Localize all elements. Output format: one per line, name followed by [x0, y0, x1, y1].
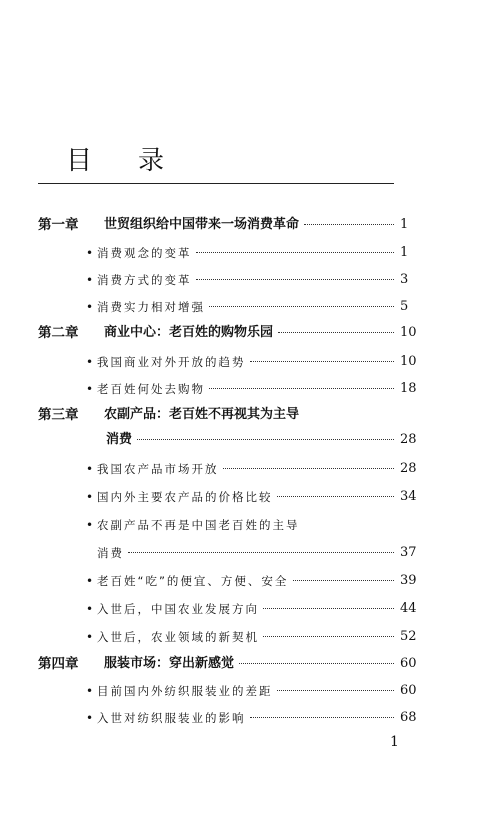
chapter-label: 第四章: [38, 656, 79, 672]
bullet-icon: •: [86, 300, 94, 314]
toc-entry[interactable]: [0, 405, 420, 425]
leader-dots: [209, 388, 394, 389]
bullet-icon: •: [86, 602, 94, 616]
toc-entry[interactable]: [0, 627, 420, 647]
entry-page-number: 3: [400, 272, 409, 287]
toc-entry[interactable]: [0, 215, 420, 235]
title-char-1: 目: [66, 146, 95, 176]
section-title: 消费实力相对增强: [97, 300, 205, 314]
section-title: 我国商业对外开放的趋势: [97, 355, 246, 369]
toc-entry[interactable]: [0, 243, 420, 263]
chapter-label: 第二章: [38, 325, 79, 341]
entry-page-number: 1: [400, 217, 409, 232]
bullet-icon: •: [86, 711, 94, 725]
toc-entry[interactable]: [0, 487, 420, 507]
section-title: 消费观念的变革: [97, 246, 192, 260]
bullet-icon: •: [86, 273, 94, 287]
toc-entry[interactable]: [0, 708, 420, 728]
entry-page-number: 44: [400, 601, 417, 616]
entry-page-number: 37: [400, 545, 417, 560]
section-title: 消费方式的变革: [97, 273, 192, 287]
leader-dots: [196, 252, 394, 253]
leader-dots: [128, 552, 394, 553]
bullet-icon: •: [86, 684, 94, 698]
toc-entry[interactable]: [0, 515, 420, 535]
chapter-title: 农副产品：老百姓不再视其为主导: [104, 407, 300, 422]
leader-dots: [250, 361, 394, 362]
chapter-title: 服装市场：穿出新感觉: [104, 656, 235, 671]
entry-page-number: 60: [400, 656, 417, 671]
toc-entry[interactable]: [0, 270, 420, 290]
toc-entry[interactable]: [0, 352, 420, 372]
entry-page-number: 28: [400, 432, 417, 447]
entry-page-number: 68: [400, 710, 417, 725]
leader-dots: [137, 439, 394, 440]
leader-dots: [196, 279, 394, 280]
entry-page-number: 34: [400, 489, 417, 504]
leader-dots: [263, 636, 394, 637]
entry-page-number: 28: [400, 461, 417, 476]
page-number: 1: [390, 734, 399, 750]
toc-entry[interactable]: [0, 323, 420, 343]
title-rule: [38, 183, 394, 184]
entry-page-number: 10: [400, 325, 417, 340]
entry-page-number: 10: [400, 354, 417, 369]
toc-entry[interactable]: [0, 430, 420, 450]
toc-entry[interactable]: [0, 654, 420, 674]
bullet-icon: •: [86, 518, 94, 532]
section-title: 老百姓“吃”的便宜、方便、安全: [97, 574, 289, 588]
entry-page-number: 52: [400, 629, 417, 644]
section-title: 目前国内外纺织服装业的差距: [97, 684, 273, 698]
chapter-title-continued: 消费: [106, 432, 133, 447]
chapter-title: 世贸组织给中国带来一场消费革命: [104, 217, 300, 232]
bullet-icon: •: [86, 574, 94, 588]
entry-page-number: 39: [400, 573, 417, 588]
section-title: 农副产品不再是中国老百姓的主导: [97, 518, 300, 532]
section-title-continued: 消费: [97, 546, 124, 560]
bullet-icon: •: [86, 630, 94, 644]
leader-dots: [209, 306, 394, 307]
entry-page-number: 60: [400, 683, 417, 698]
leader-dots: [277, 690, 394, 691]
leader-dots: [277, 496, 394, 497]
leader-dots: [293, 580, 394, 581]
section-title: 入世对纺织服装业的影响: [97, 711, 246, 725]
entry-page-number: 18: [400, 381, 417, 396]
toc-entry[interactable]: [0, 571, 420, 591]
bullet-icon: •: [86, 462, 94, 476]
leader-dots: [223, 468, 394, 469]
leader-dots: [250, 717, 394, 718]
section-title: 入世后，中国农业发展方向: [97, 602, 259, 616]
leader-dots: [263, 608, 394, 609]
chapter-label: 第一章: [38, 217, 79, 233]
entry-page-number: 1: [400, 245, 409, 260]
section-title: 老百姓何处去购物: [97, 382, 205, 396]
leader-dots: [239, 663, 394, 664]
entry-page-number: 5: [400, 299, 409, 314]
chapter-title: 商业中心：老百姓的购物乐园: [104, 325, 274, 340]
section-title: 我国农产品市场开放: [97, 462, 219, 476]
chapter-label: 第三章: [38, 407, 79, 423]
title-char-2: 录: [138, 146, 167, 176]
bullet-icon: •: [86, 246, 94, 260]
toc-entry[interactable]: [0, 599, 420, 619]
section-title: 入世后，农业领域的新契机: [97, 630, 259, 644]
leader-dots: [304, 224, 394, 225]
toc-entry[interactable]: [0, 681, 420, 701]
bullet-icon: •: [86, 490, 94, 504]
bullet-icon: •: [86, 355, 94, 369]
toc-entry[interactable]: [0, 379, 420, 399]
section-title: 国内外主要农产品的价格比较: [97, 490, 273, 504]
page-title: [66, 140, 166, 177]
toc-entry[interactable]: [0, 543, 420, 563]
toc-entry[interactable]: [0, 459, 420, 479]
toc-entry[interactable]: [0, 297, 420, 317]
bullet-icon: •: [86, 382, 94, 396]
leader-dots: [278, 332, 394, 333]
